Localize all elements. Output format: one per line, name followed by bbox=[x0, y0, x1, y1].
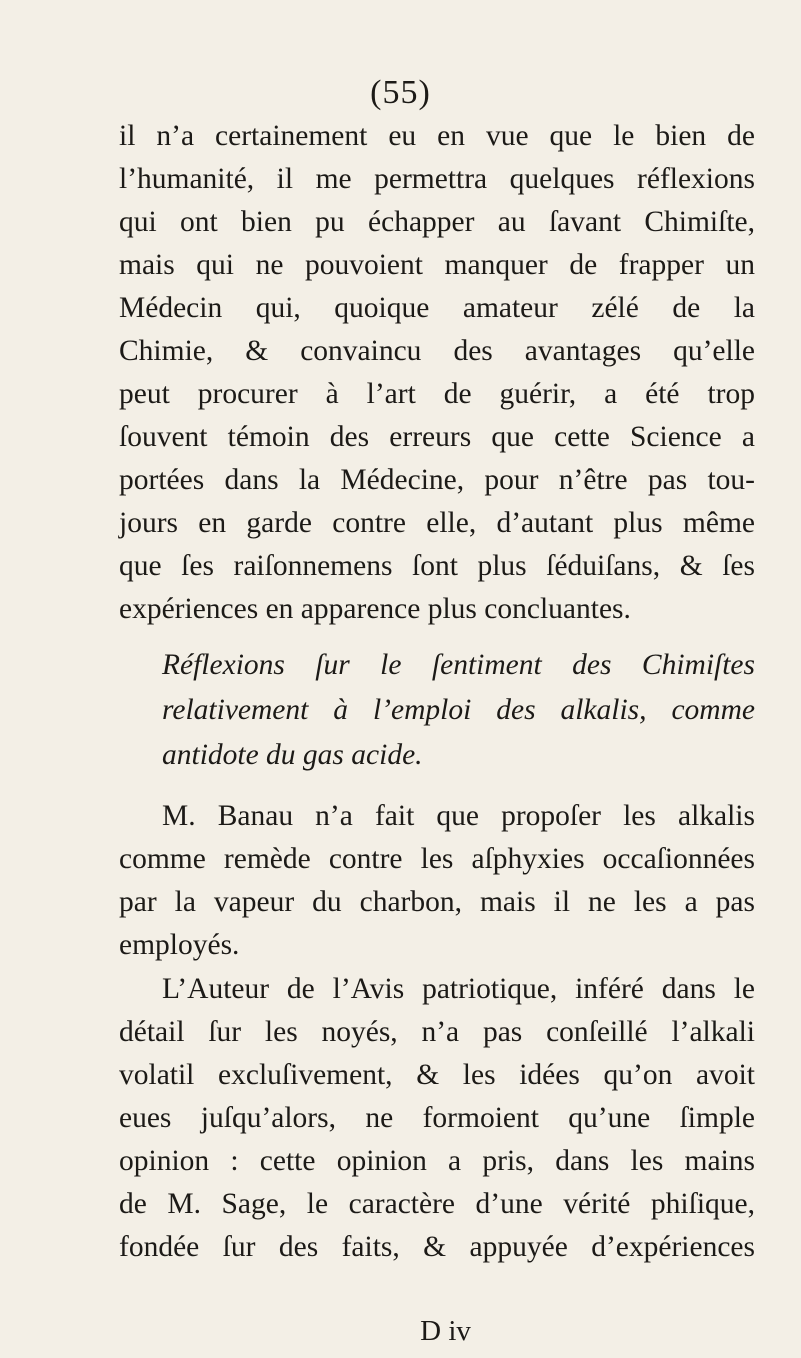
text-line: ſouvent témoin des erreurs que cette Science a bbox=[119, 421, 755, 453]
text-line: expériences en apparence plus concluantes. bbox=[119, 593, 631, 625]
text-line: mais qui ne pouvoient manquer de frapper un bbox=[119, 249, 755, 281]
signature-mark: D iv bbox=[420, 1315, 471, 1347]
text-line: opinion : cette opinion a pris, dans les mains bbox=[119, 1145, 755, 1177]
page-number: (55) bbox=[370, 74, 431, 111]
heading-line: relativement à l’emploi des alkalis, comme bbox=[162, 694, 755, 726]
text-line: portées dans la Médecine, pour n’être pas tou- bbox=[119, 464, 755, 496]
text-line: l’humanité, il me permettra quelques réflexions bbox=[119, 163, 755, 195]
text-line: détail ſur les noyés, n’a pas conſeillé l’alkali bbox=[119, 1016, 755, 1048]
text-line: qui ont bien pu échapper au ſavant Chimiſte, bbox=[119, 206, 755, 238]
heading-line: Réflexions ſur le ſentiment des Chimiſtes bbox=[162, 649, 755, 681]
text-line: jours en garde contre elle, d’autant plus même bbox=[119, 507, 755, 539]
text-line: eues juſqu’alors, ne formoient qu’une ſimple bbox=[119, 1102, 755, 1134]
text-line: L’Auteur de l’Avis patriotique, inféré dans le bbox=[162, 973, 755, 1005]
text-line: Médecin qui, quoique amateur zélé de la bbox=[119, 292, 755, 324]
text-line: que ſes raiſonnemens ſont plus ſéduiſans, & ſes bbox=[119, 550, 755, 582]
text-line: peut procurer à l’art de guérir, a été trop bbox=[119, 378, 755, 410]
text-line: volatil excluſivement, & les idées qu’on avoit bbox=[119, 1059, 755, 1091]
text-line: de M. Sage, le caractère d’une vérité phiſique, bbox=[119, 1188, 755, 1220]
text-line: Chimie, & convaincu des avantages qu’elle bbox=[119, 335, 755, 367]
text-line: il n’a certainement eu en vue que le bien de bbox=[119, 120, 755, 152]
text-line: comme remède contre les aſphyxies occaſionnées bbox=[119, 843, 755, 875]
text-line: M. Banau n’a fait que propoſer les alkalis bbox=[162, 800, 755, 832]
text-line: fondée ſur des faits, & appuyée d’expériences bbox=[119, 1231, 755, 1263]
text-line: par la vapeur du charbon, mais il ne les a pas bbox=[119, 886, 755, 918]
text-line: employés. bbox=[119, 929, 240, 961]
heading-line: antidote du gas acide. bbox=[162, 739, 423, 771]
